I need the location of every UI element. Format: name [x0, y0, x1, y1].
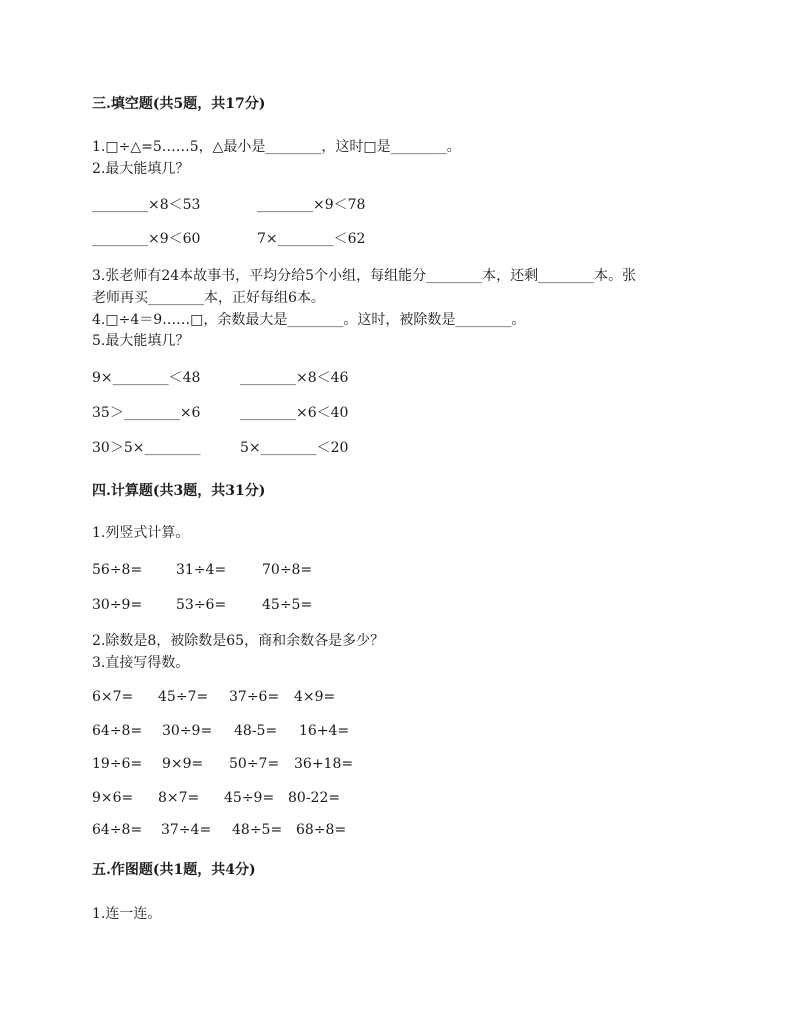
s4-question-2: 2.除数是8，被除数是65，商和余数各是多少？ — [92, 633, 385, 649]
s4-q3-cell: 9×9= — [162, 756, 204, 772]
s4-q3-cell: 80-22= — [288, 790, 341, 806]
s3-q2-item: ________×8＜53 — [92, 197, 201, 213]
s3-question-2: 2.最大能填几？ — [92, 161, 190, 177]
section-4-title: 四.计算题(共3题，共31分) — [92, 483, 266, 499]
section-3-title: 三.填空题(共5题，共17分) — [92, 96, 266, 112]
s3-q2-item: ________×9＜60 — [92, 231, 201, 247]
s4-q3-cell: 37÷6= — [229, 689, 280, 705]
s4-q1-item: 70÷8= — [262, 562, 313, 578]
s4-q3-cell: 48÷5= — [232, 822, 283, 838]
s4-q1-item: 45÷5= — [262, 597, 313, 613]
s4-q3-cell: 16+4= — [299, 723, 350, 739]
s3-q5-item: 5×________＜20 — [240, 440, 349, 456]
s4-q1-item: 31÷4= — [176, 562, 227, 578]
s4-q1-item: 30÷9= — [92, 597, 143, 613]
s4-q1-item: 53÷6= — [176, 597, 227, 613]
s3-question-3-line2: 老师再买________本，正好每组6本。 — [92, 290, 325, 306]
s4-q3-cell: 50÷7= — [229, 756, 280, 772]
s3-q5-item: 35＞________×6 — [92, 405, 201, 421]
s3-question-4: 4.□÷4＝9……□，余数最大是________。这时，被除数是________。 — [92, 312, 526, 328]
s3-question-5: 5.最大能填几？ — [92, 333, 190, 349]
s4-q3-cell: 37÷4= — [161, 822, 212, 838]
s4-q3-cell: 68÷8= — [296, 822, 347, 838]
s4-q3-cell: 45÷9= — [224, 790, 275, 806]
s3-q2-item: 7×________＜62 — [257, 231, 366, 247]
s3-q2-item: ________×9＜78 — [257, 197, 366, 213]
s4-q3-cell: 6×7= — [92, 689, 134, 705]
s4-q3-cell: 45÷7= — [158, 689, 209, 705]
s4-q1-item: 56÷8= — [92, 562, 143, 578]
s4-q3-cell: 64÷8= — [92, 822, 143, 838]
section-5-title: 五.作图题(共1题，共4分) — [92, 862, 256, 878]
s4-q3-cell: 19÷6= — [92, 756, 143, 772]
s3-question-3-line1: 3.张老师有24本故事书，平均分给5个小组，每组能分________本，还剩________本。张 — [92, 268, 637, 284]
s3-q5-item: ________×8＜46 — [240, 370, 349, 386]
s4-q3-cell: 36+18= — [294, 756, 354, 772]
s3-question-1: 1.□÷△=5……5，△最小是________，这时□是________。 — [92, 139, 461, 155]
s4-q3-cell: 30÷9= — [162, 723, 213, 739]
s4-question-3: 3.直接写得数。 — [92, 655, 190, 671]
s4-q3-cell: 9×6= — [92, 790, 134, 806]
s3-q5-item: ________×6＜40 — [240, 405, 349, 421]
s4-q3-cell: 64÷8= — [92, 723, 143, 739]
s3-q5-item: 30＞5×________ — [92, 440, 201, 456]
s4-q3-cell: 4×9= — [294, 689, 336, 705]
s5-question-1: 1.连一连。 — [92, 906, 162, 922]
s4-q3-cell: 8×7= — [158, 790, 200, 806]
s4-question-1: 1.列竖式计算。 — [92, 525, 190, 541]
s4-q3-cell: 48-5= — [234, 723, 278, 739]
s3-q5-item: 9×________＜48 — [92, 370, 201, 386]
